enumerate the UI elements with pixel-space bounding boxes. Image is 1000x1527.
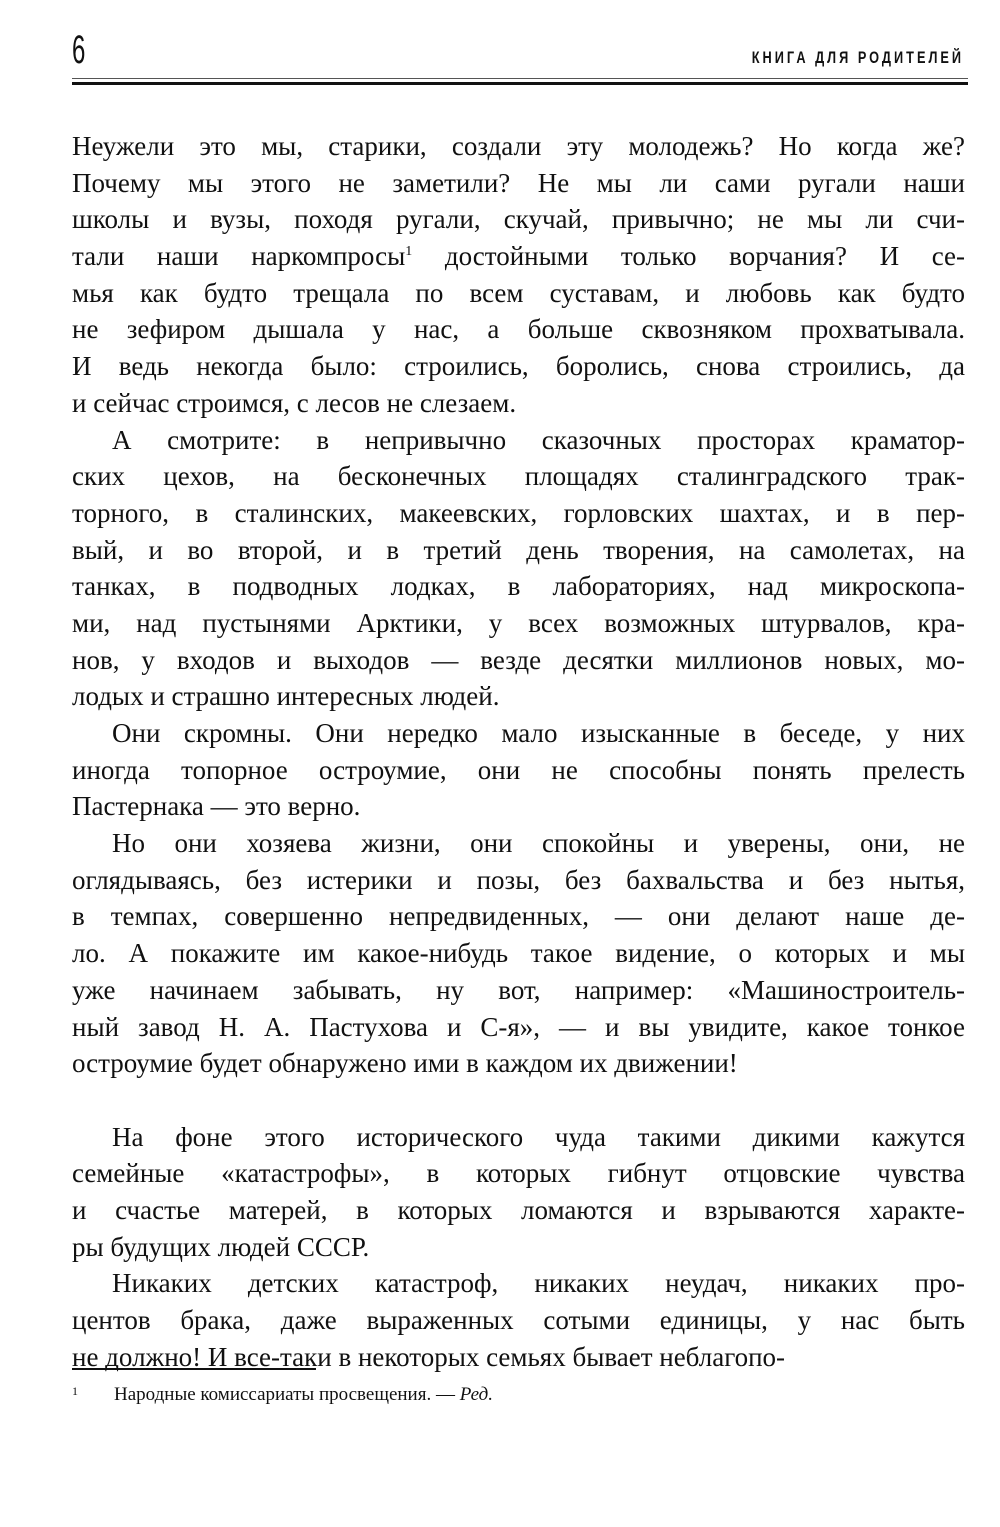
text-line: в темпах, совершенно непредвиденных, — они делают наше де- bbox=[72, 901, 965, 932]
text-line: лодых и страшно интересных людей. bbox=[72, 681, 500, 712]
text-line: Но они хозяева жизни, они спокойны и уверены, они, не bbox=[112, 828, 965, 859]
paragraph bbox=[72, 1119, 965, 1266]
text-line: Почему мы этого не заметили? Не мы ли сами ругали наши bbox=[72, 167, 965, 198]
text-line: ло. А покажите им какое-нибудь такое видение, о которых и мы bbox=[72, 938, 965, 969]
text-line: нов, у входов и выходов — везде десятки миллионов новых, мо- bbox=[72, 644, 965, 675]
text-line: ми, над пустынями Арктики, у всех возможных штурвалов, кра- bbox=[72, 607, 965, 638]
paragraph bbox=[72, 1265, 965, 1375]
text-line: мья как будто трещала по всем суставам, и любовь как будто bbox=[72, 277, 965, 308]
header-rule-thin bbox=[72, 78, 968, 79]
text-line: не зефиром дышала у нас, а больше сквозняком прохватывала. bbox=[72, 314, 965, 345]
footnote-rule bbox=[72, 1368, 316, 1370]
text-line: Они скромны. Они нередко мало изысканные в беседе, у них bbox=[112, 718, 965, 748]
text-line: Пастернака — это верно. bbox=[72, 791, 361, 822]
text-line: танках, в подводных лодках, в лабораториях, над микроскопа- bbox=[72, 571, 965, 602]
paragraph bbox=[72, 128, 965, 422]
text-line: и сейчас строимся, с лесов не слезаем. bbox=[72, 387, 517, 418]
paragraph bbox=[72, 422, 965, 716]
text-line: остроумие будет обнаружено ими в каждом их движении! bbox=[72, 1048, 738, 1079]
text-line: Неужели это мы, старики, создали эту молодежь? Но когда же? bbox=[72, 131, 965, 161]
text-line: На фоне этого исторического чуда такими дикими кажутся bbox=[112, 1121, 965, 1152]
footnote-text: Народные комиссариаты просвещения. — bbox=[114, 1384, 460, 1405]
paragraph bbox=[72, 825, 965, 1082]
text-line: А смотрите: в непривычно сказочных просторах краматор- bbox=[112, 424, 965, 455]
paragraph bbox=[72, 715, 965, 825]
header-rule-thick bbox=[72, 82, 968, 85]
footnote bbox=[72, 1384, 493, 1406]
text-line: центов брака, даже выраженных сотыми единицы, у нас быть bbox=[72, 1305, 965, 1335]
text-line: вый, и во второй, и в третий день творения, на самолетах, на bbox=[72, 534, 965, 565]
footnote-source: Ред. bbox=[459, 1384, 493, 1405]
text-line: ный завод Н. А. Пастухова и С-я», — и вы увидите, какое тонкое bbox=[72, 1011, 965, 1042]
text-line: тали наши наркомпросы$^1$ достойными только ворчания? И се- bbox=[72, 241, 966, 272]
running-title: КНИГА ДЛЯ РОДИТЕЛЕЙ bbox=[751, 48, 964, 67]
body-text bbox=[72, 128, 965, 1375]
page-number: 6 bbox=[72, 28, 86, 72]
text-line: иногда топорное остроумие, они не способны понять прелесть bbox=[72, 754, 965, 785]
text-line: торного, в сталинских, макеевских, горловских шахтах, и в пер- bbox=[72, 497, 965, 528]
text-line: ских цехов, на бесконечных площадях сталинградского трак- bbox=[72, 461, 965, 492]
text-line: уже начинаем забывать, ну вот, например: «Машиностроитель- bbox=[72, 974, 965, 1005]
footnote-marker: 1 bbox=[72, 1384, 78, 1398]
footnote-ref: 1 bbox=[405, 244, 413, 260]
text-line: семейные «катастрофы», в которых гибнут отцовские чувства bbox=[72, 1158, 965, 1189]
text-line: школы и вузы, походя ругали, скучай, привычно; не мы ли счи- bbox=[72, 204, 965, 235]
text-line: Никаких детских катастроф, никаких неудач, никаких про- bbox=[112, 1268, 965, 1299]
text-line: не должно! И все-таки в некоторых семьях бывает неблагопо- bbox=[72, 1341, 786, 1372]
text-line: ры будущих людей СССР. bbox=[72, 1231, 370, 1262]
text-line: И ведь некогда было: строились, боролись, снова строились, да bbox=[72, 351, 965, 382]
text-line: и счастье матерей, в которых ломаются и взрываются характе- bbox=[72, 1194, 965, 1225]
text-line: оглядываясь, без истерики и позы, без бахвальства и без нытья, bbox=[72, 864, 965, 895]
